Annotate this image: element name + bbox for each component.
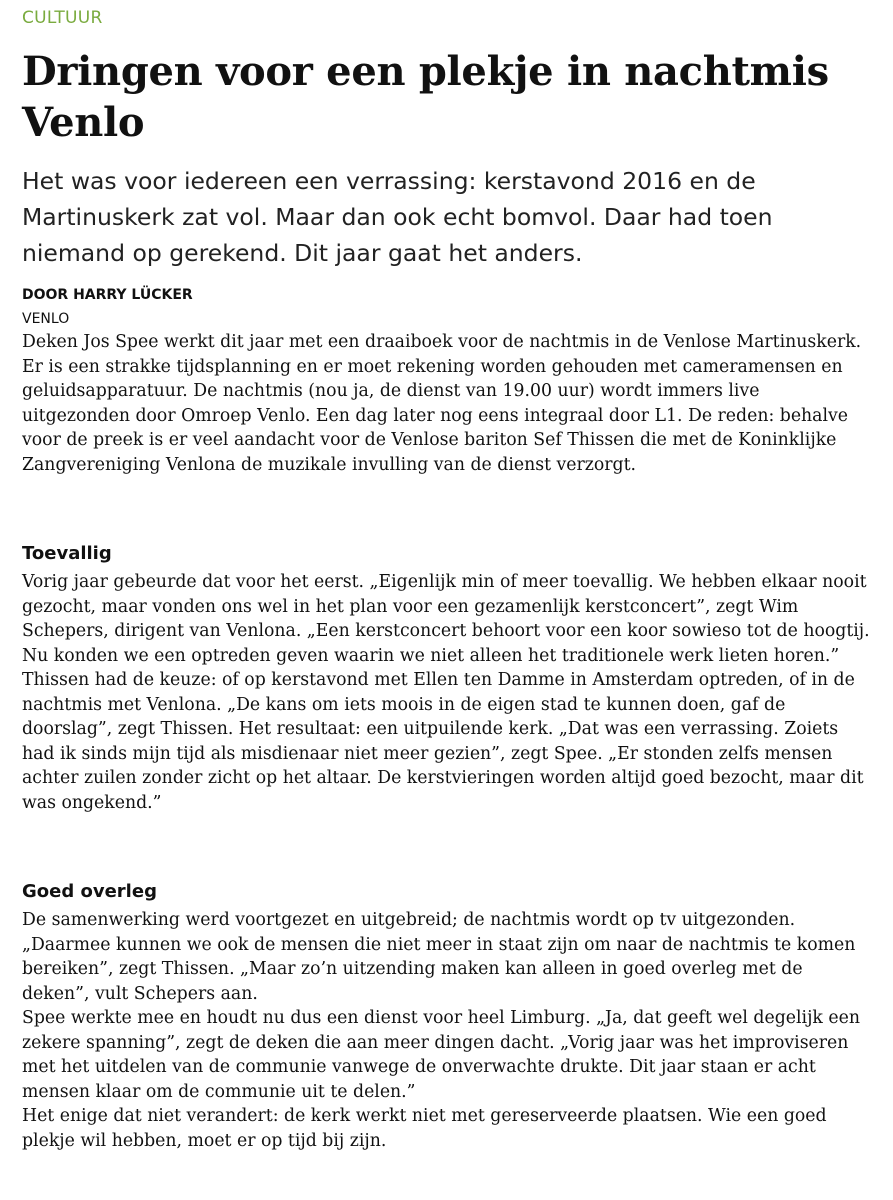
body-block-1 xyxy=(22,330,872,477)
dateline: VENLO xyxy=(22,311,70,327)
article-intro: Het was voor iedereen een verrassing: kerstavond 2016 en de Martinuskerk zat vol. Maar dan ook echt bomvol. Daar had toen niemand op gerekend. Dit jaar gaat het anders. xyxy=(22,167,773,267)
paragraph-3: Thissen had de keuze: of op kerstavond met Ellen ten Damme in Amsterdam optreden, of in de nachtmis met Venlona. „De kans om iets moois in de eigen stad te kunnen doen, gaf de doorslag”, zegt Thissen. Het resultaat: een uitpuilende kerk. „Dat was een verrassing. Zoiets had ik sinds mijn tijd als misdienaar niet meer gezien”, zegt Spee. „Er stonden zelfs mensen achter zuilen zonder zicht op het altaar. De kerstvieringen worden altijd goed bezocht, maar dit was ongekend.” xyxy=(22,670,864,813)
subhead-goed-overleg: Goed overleg xyxy=(22,881,157,902)
body-block-2 xyxy=(22,542,872,815)
paragraph-6: Het enige dat niet verandert: de kerk werkt niet met gereserveerde plaatsen. Wie een goed plekje wil hebben, moet er op tijd bij zijn. xyxy=(22,1106,827,1151)
paragraph-1: Deken Jos Spee werkt dit jaar met een draaiboek voor de nachtmis in de Venlose Martinuskerk. Er is een strakke tijdsplanning en er moet rekening worden gehouden met cameramensen en geluidsapparatuur. De nachtmis (nou ja, de dienst van 19.00 uur) wordt immers live uitgezonden door Omroep Venlo. Een dag later nog eens integraal door L1. De reden: behalve voor de preek is er veel aandacht voor de Venlose bariton Sef Thissen die met de Koninklijke Zangvereniging Venlona de muzikale invulling van de dienst verzorgt. xyxy=(22,332,862,475)
article-headline: Dringen voor een plekje in nachtmis Venlo xyxy=(22,48,829,146)
body-block-3 xyxy=(22,880,872,1153)
paragraph-4: De samenwerking werd voortgezet en uitgebreid; de nachtmis wordt op tv uitgezonden. „Daarmee kunnen we ook de mensen die niet meer in staat zijn om naar de nachtmis te komen bereiken”, zegt Thissen. „Maar zo’n uitzending maken kan alleen in goed overleg met de deken”, vult Schepers aan. xyxy=(22,910,856,1004)
byline: DOOR HARRY LÜCKER xyxy=(22,287,193,303)
section-label: CULTUUR xyxy=(22,8,103,28)
subhead-toevallig: Toevallig xyxy=(22,543,112,564)
paragraph-2: Vorig jaar gebeurde dat voor het eerst. „Eigenlijk min of meer toevallig. We hebben elkaar nooit gezocht, maar vonden ons wel in het plan voor een gezamenlijk kerstconcert”, zegt Wim Schepers, dirigent van Venlona. „Een kerstconcert behoort voor een koor sowieso tot de hoogtij. Nu konden we een optreden geven waarin we niet alleen het traditionele werk lieten horen.” xyxy=(22,572,870,666)
paragraph-5: Spee werkte mee en houdt nu dus een dienst voor heel Limburg. „Ja, dat geeft wel degelijk een zekere spanning”, zegt de deken die aan meer dingen dacht. „Vorig jaar was het improviseren met het uitdelen van de communie vanwege de onverwachte drukte. Dit jaar staan er acht mensen klaar om de communie uit te delen.” xyxy=(22,1008,860,1102)
